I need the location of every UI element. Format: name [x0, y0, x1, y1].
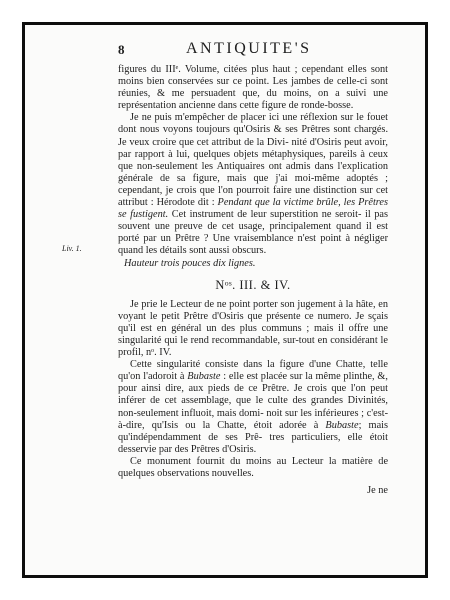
text-line: a suivi une représentation ancienne dans cette figure de — [118, 88, 388, 112]
paragraph-fouet — [118, 112, 388, 257]
text-line: ; mais qu'indépendamment de ses Prê- — [118, 419, 389, 443]
text-line: noit sur les inférieures ; c'est-à-dire, qu'Isis ou la Chatte, — [118, 407, 389, 431]
text-line: sont chargés. Je veux croire que cet attribut de la Divi- — [118, 124, 389, 148]
page-number: 8 — [118, 42, 125, 57]
text-line: le fouet dont nous voyons toujours qu'Osiris & ses Prêtres — [118, 112, 389, 136]
text-line: telle qu'on l'adoroit à — [118, 359, 388, 383]
text-line: sont moins bien conservées sur ce point. Les jambes de — [118, 64, 389, 88]
text-line: ronde-bosse. — [300, 100, 354, 112]
quotation-italic: Pendant que la victime brûle, les Prêtres — [217, 197, 389, 209]
section-heading: Nᵒˢ. III. & IV. — [215, 277, 291, 292]
text-line: Je crois que l'on peut inférer de cet assemblage, que le culte — [118, 383, 389, 407]
text-line: étoit adorée à — [253, 419, 326, 431]
text-line: tres particuliers, elle étoit desservie par des Prêtres d'Osiris. — [118, 431, 389, 455]
text-line: celle-ci sont réunies, & me persuadent que, du moins, on — [118, 76, 388, 100]
text-line: même plinthe, &, pour ainsi dire, aux pieds de ce Prêtre. — [118, 371, 388, 395]
text-line: métaphysiques, pareils à ceux que non-seulement les — [118, 148, 389, 172]
page-header — [118, 40, 388, 60]
text-line: Cette singularité consiste dans la figure d'une Chatte, — [130, 359, 366, 371]
text-line: numero. Je sçais qu'il est en général un des plus communs ; — [118, 310, 389, 334]
text-line: hâte, en voyant le petit Prêtre d'Osiris que présente ce — [118, 298, 388, 322]
text-line: Ce monument fournit du moins au Lecteur la matière — [130, 455, 373, 467]
text-line: Hérodote dit : — [156, 197, 218, 209]
text-line: quand il est porté par un Prêtre ? Une vraisemblance n'est — [118, 221, 388, 245]
text-line: il pas souvent une preuve de cet usage, principalement — [118, 209, 388, 233]
text-line: nité d'Osiris peut avoir, par rapport à lui, quelques objets — [118, 136, 388, 160]
text-line: Je prie le Lecteur de ne point porter son jugement à la — [130, 298, 354, 310]
paragraph-monument — [118, 456, 388, 480]
text-line: Cet instrument de leur superstition ne seroit- — [168, 209, 362, 221]
page-body — [118, 64, 388, 497]
text-line: de quelques observations nouvelles. — [118, 455, 389, 479]
paragraph-pretre — [118, 299, 388, 359]
running-title: ANTIQUITE'S — [186, 40, 312, 57]
text-line: Je ne puis m'empêcher de placer ici une réflexion sur — [130, 112, 354, 124]
place-name-italic: Bubaste — [187, 371, 221, 383]
text-line: : elle est placée sur la — [220, 371, 313, 383]
text-line: mais il offre une singularité qui le rend recommandable, — [118, 322, 389, 346]
catchword: Je ne — [367, 485, 388, 497]
text-line: des grandes Divinités, non-seulement influoit, mais domi- — [118, 395, 388, 419]
text-line: sur-tout en considérant le profil, nᵒ. IV. — [118, 334, 388, 359]
text-line: figures du IIIᵉ. Volume, citées plus haut ; cependant elles — [118, 64, 367, 75]
paragraph-chatte — [118, 359, 388, 456]
text-line: point à négliger quand les détails sont aussi obscurs. — [118, 233, 389, 257]
margin-note: Liv. 1. — [62, 244, 82, 253]
text-line: crois que l'on pourroit faire une distinction sur cet attribut : — [118, 184, 388, 209]
dimension-note: Hauteur trois pouces dix lignes. — [124, 257, 256, 269]
quotation-italic: se fustigent. — [118, 209, 169, 221]
text-line: Antiquaires ont admis dans l'explication générale de sa — [118, 160, 389, 184]
paragraph-continuation — [118, 64, 388, 112]
place-name-italic: Bubaste — [325, 419, 359, 431]
text-line: figure, mais que j'ai moi-même adoptés ; cependant, je — [118, 172, 389, 196]
